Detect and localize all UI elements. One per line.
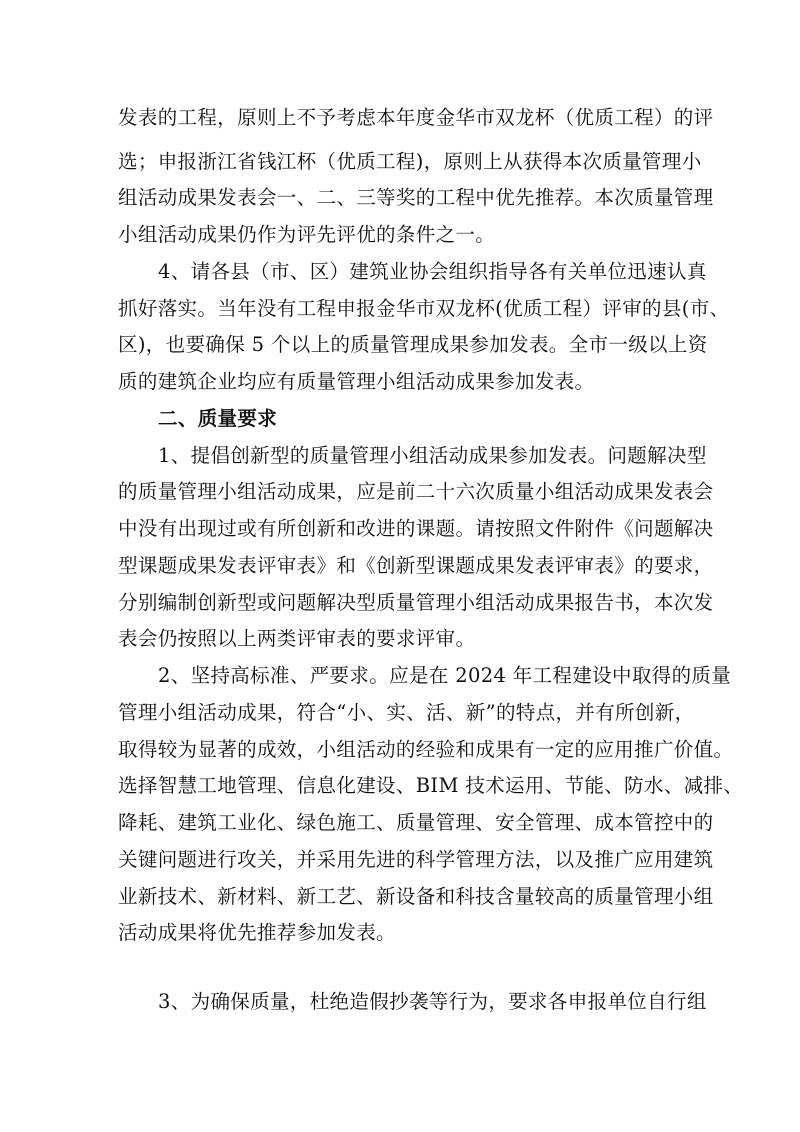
paragraph-3-line-1: 3、为确保质量，杜绝造假抄袭等行为，要求各申报单位自行组 <box>158 990 707 1013</box>
body-line-4: 小组活动成果仍作为评先评优的条件之一。 <box>118 223 496 246</box>
paragraph-1-line-6: 表会仍按照以上两类评审表的要求评审。 <box>118 627 476 650</box>
paragraph-1-line-1: 1、提倡创新型的质量管理小组活动成果参加发表。问题解决型 <box>158 444 707 467</box>
paragraph-2-line-7: 业新技术、新材料、新工艺、新设备和科技含量较高的质量管理小组 <box>118 885 714 908</box>
paragraph-2-line-1: 2、坚持高标准、严要求。应是在 2024 年工程建设中取得的质量 <box>158 664 732 687</box>
body-line-3: 组活动成果发表会一、二、三等奖的工程中优先推荐。本次质量管理 <box>118 186 714 209</box>
paragraph-2-line-5: 降耗、建筑工业化、绿色施工、质量管理、安全管理、成本管控中的 <box>118 811 714 834</box>
paragraph-4-line-3: 区)，也要确保 5 个以上的质量管理成果参加发表。全市一级以上资 <box>118 333 708 356</box>
paragraph-2-line-3: 取得较为显著的成效，小组活动的经验和成果有一定的应用推广价值。 <box>118 738 734 761</box>
paragraph-2-line-8: 活动成果将优先推荐参加发表。 <box>118 921 396 944</box>
body-line-2: 选；申报浙江省钱江杯（优质工程)，原则上从获得本次质量管理小 <box>118 150 702 173</box>
paragraph-2-line-4: 选择智慧工地管理、信息化建设、BIM 技术运用、节能、防水、减排、 <box>118 774 744 797</box>
body-line-1: 发表的工程，原则上不予考虑本年度金华市双龙杯（优质工程）的评 <box>118 106 714 129</box>
section-heading-quality-requirements: 二、质量要求 <box>158 407 278 430</box>
paragraph-1-line-4: 型课题成果发表评审表》和《创新型课题成果发表评审表》的要求， <box>118 554 714 577</box>
paragraph-1-line-5: 分别编制创新型或问题解决型质量管理小组活动成果报告书，本次发 <box>118 591 714 614</box>
paragraph-4-line-1: 4、请各县（市、区）建筑业协会组织指导各有关单位迅速认真 <box>158 260 707 283</box>
paragraph-1-line-2: 的质量管理小组活动成果，应是前二十六次质量小组活动成果发表会 <box>118 480 714 503</box>
paragraph-2-line-6: 关键问题进行攻关，并采用先进的科学管理方法，以及推广应用建筑 <box>118 848 714 871</box>
paragraph-4-line-2: 抓好落实。当年没有工程申报金华市双龙杯(优质工程）评审的县(市、 <box>118 297 730 320</box>
paragraph-4-line-4: 质的建筑企业均应有质量管理小组活动成果参加发表。 <box>118 370 595 393</box>
paragraph-1-line-3: 中没有出现过或有所创新和改进的课题。请按照文件附件《问题解决 <box>118 517 714 540</box>
paragraph-2-line-2: 管理小组活动成果，符合“小、实、活、新”的特点，并有所创新， <box>118 701 695 724</box>
